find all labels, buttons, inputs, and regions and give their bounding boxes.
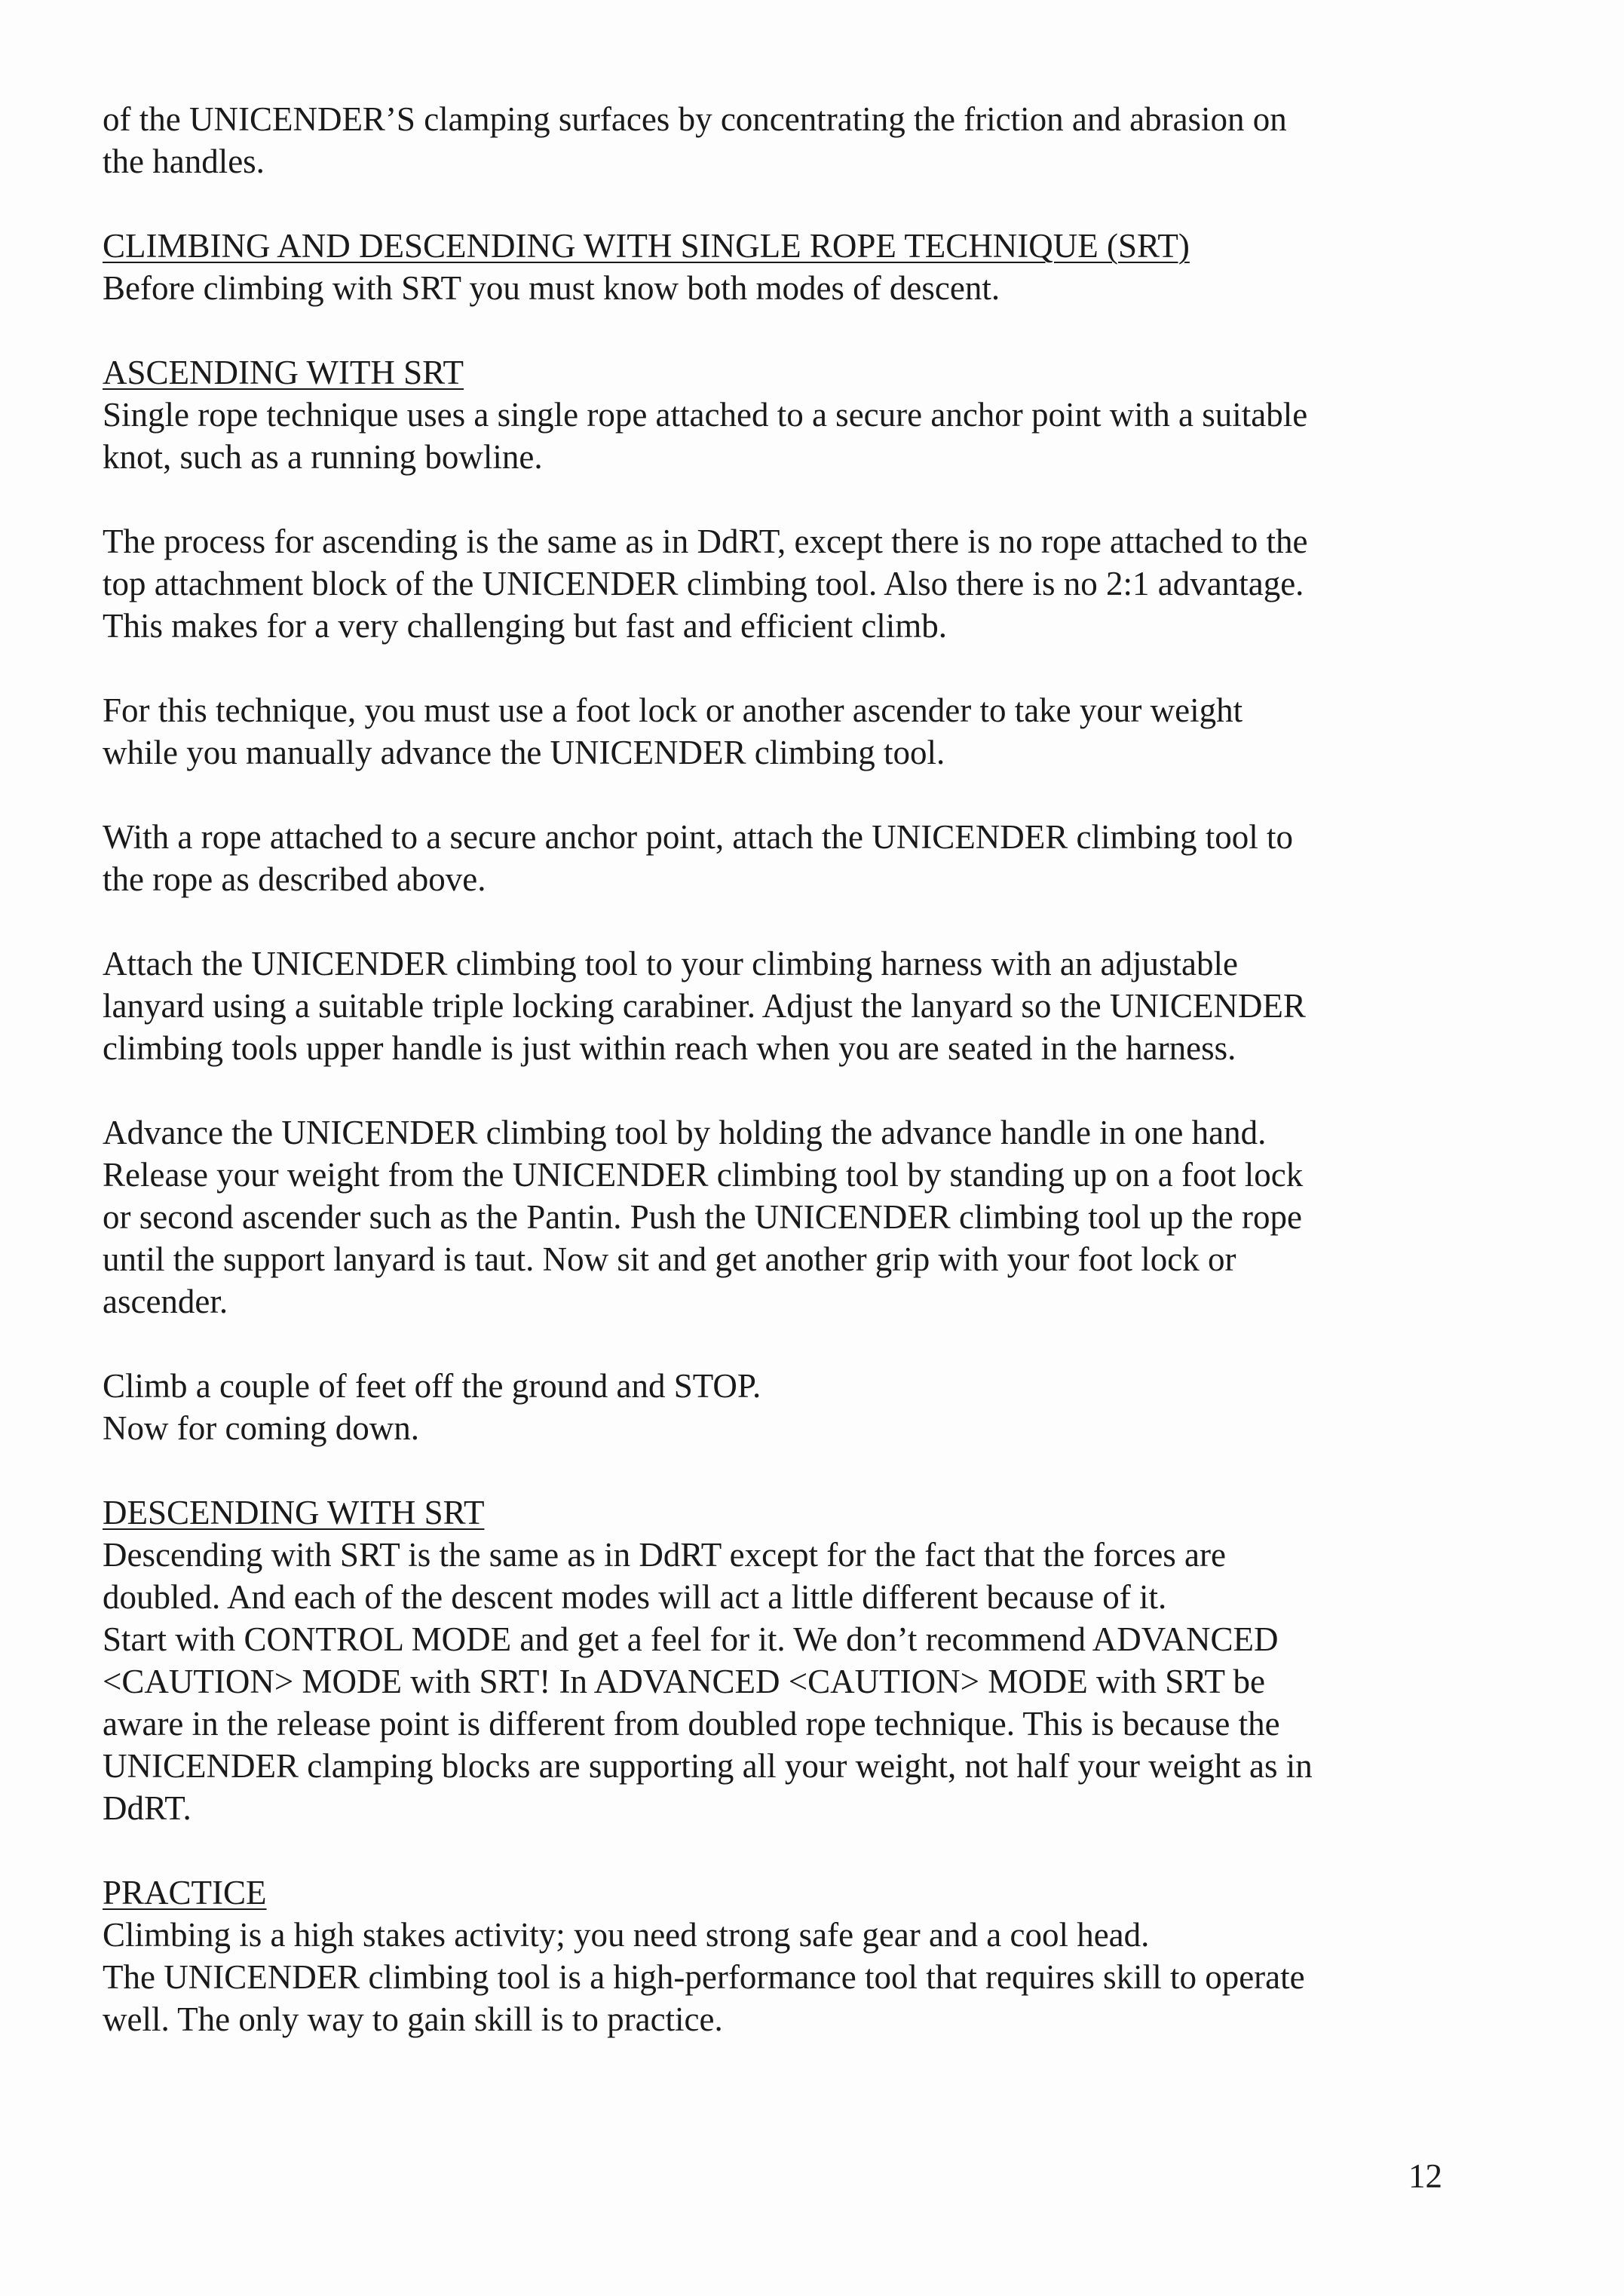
paragraph-practice: Climbing is a high stakes activity; you need strong safe gear and a cool head. The UNICENDER climbing tool is a high-performance tool that requires skill to operate well. The only way to gain skill is to practice. (103, 1916, 1305, 2038)
heading-climbing-descending-srt: CLIMBING AND DESCENDING WITH SINGLE ROPE TECHNIQUE (SRT) (103, 227, 1190, 265)
paragraph-ascending-process: The process for ascending is the same as in DdRT, except there is no rope attached to the top attachment block of the UNICENDER climbing tool. Also there is no 2:1 advantage. This makes for a very challenging but fast and efficient climb. (103, 523, 1308, 645)
page-number: 12 (1408, 2157, 1442, 2195)
page-body (103, 98, 1460, 2040)
paragraph-intro-continuation: of the UNICENDER’S clamping surfaces by concentrating the friction and abrasion on the handles. (103, 100, 1287, 180)
paragraph-attach-to-rope: With a rope attached to a secure anchor point, attach the UNICENDER climbing tool to the rope as described above. (103, 818, 1293, 898)
paragraph-foot-lock: For this technique, you must use a foot lock or another ascender to take your weight while you manually advance the UNICENDER climbing tool. (103, 691, 1243, 771)
heading-descending-srt: DESCENDING WITH SRT (103, 1494, 485, 1531)
heading-practice: PRACTICE (103, 1874, 267, 1911)
heading-ascending-srt: ASCENDING WITH SRT (103, 354, 464, 391)
paragraph-srt-prerequisite: Before climbing with SRT you must know both modes of descent. (103, 269, 1000, 307)
paragraph-climb-stop: Climb a couple of feet off the ground and STOP. Now for coming down. (103, 1367, 761, 1447)
paragraph-srt-rope-setup: Single rope technique uses a single rope attached to a secure anchor point with a suitable knot, such as a running bowline. (103, 396, 1308, 476)
paragraph-descending-details: Descending with SRT is the same as in DdRT except for the fact that the forces are doubled. And each of the descent modes will act a little different because of it. Start with CONTROL MODE and get a feel for it. We don’t recommend ADVANCED <CAUTION> MODE with SRT! In ADVANCED <CAUTION> MODE with SRT be aware in the release point is different from doubled rope technique. This is because the UNICENDER clamping blocks are supporting all your weight, not half your weight as in DdRT. (103, 1536, 1313, 1827)
paragraph-attach-harness: Attach the UNICENDER climbing tool to your climbing harness with an adjustable lanyard using a suitable triple locking carabiner. Adjust the lanyard so the UNICENDER climbing tools upper handle is just within reach when you are seated in the harness. (103, 945, 1306, 1067)
paragraph-advance-tool: Advance the UNICENDER climbing tool by holding the advance handle in one hand. Release your weight from the UNICENDER climbing tool by standing up on a foot lock or second ascender such as the Pantin. Push the UNICENDER climbing tool up the rope until the support lanyard is taut. Now sit and get another grip with your foot lock or ascender. (103, 1114, 1304, 1320)
